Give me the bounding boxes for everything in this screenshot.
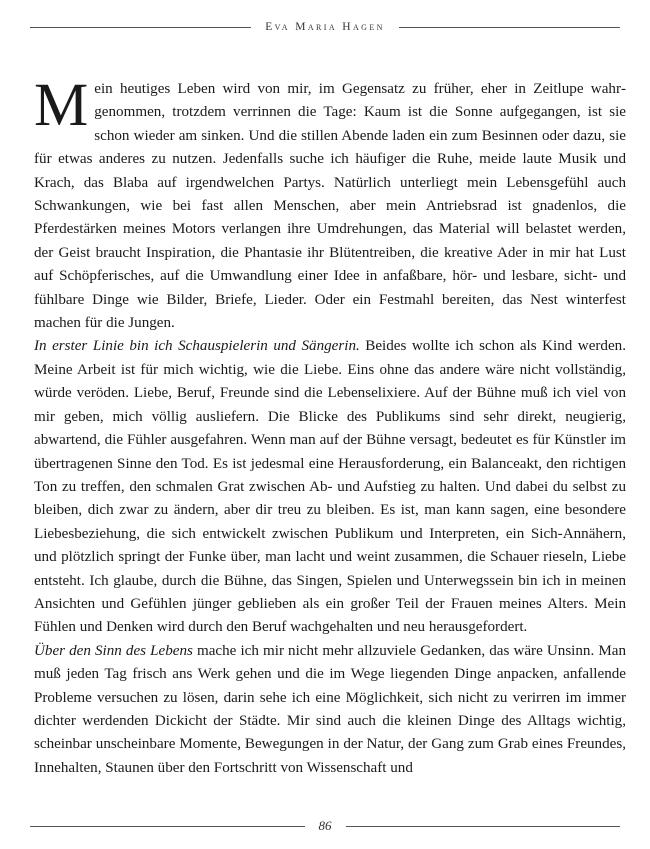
footer-rule-left: [30, 826, 305, 827]
page-number: 86: [318, 818, 332, 833]
paragraph-1-text: ein heutiges Leben wird von mir, im Gegensatz zu früher, eher in Zeitlupe wahrgenommen, trotzdem verrinnen die Tage: Kaum ist die Sonne aufgegangen, ist sie schon wieder am sinken. Und die stillen Abende laden ein zum Besinnen oder dazu, sie für etwas anderes zu nutzen. Jedenfalls suche ich häufiger die Ruhe, meide laute Musik und Krach, das Blaba auf irgendwelchen Partys. Natürlich unterliegt mein Lebensgefühl auch Schwankungen, wie bei fast allen Menschen, aber mein Antriebsrad ist gnadenlos, die Pferdestärken meines Motors verlangen ihre Umdrehungen, das Material will belastet werden, der Geist braucht Inspiration, die Phantasie ihr Blütentreiben, die kreative Ader in mir hat Lust auf Schöpferisches, auf die Umwandlung einer Idee in anfaßbare, hör- und lesbare, sicht- und fühlbare Dinge wie Bilder, Briefe, Lieder. Oder ein Festmahl bereiten, das Nest winterfest machen für die Jungen.: [34, 81, 626, 332]
paragraph-3-lead: Über den Sinn des Lebens: [34, 642, 193, 659]
paragraph-2: [34, 335, 626, 639]
footer-rule-right: [346, 826, 621, 827]
running-header: [30, 17, 620, 37]
header-rule-right: [399, 27, 620, 28]
paragraph-2-text: Beides wollte ich schon als Kind werden. Meine Arbeit ist für mich wichtig, wie die Liebe. Eins ohne das andere wäre nicht vollständig, würde veröden. Liebe, Beruf, Freunde sind die Lebenselixiere. Auf der Bühne muß ich viel von mir geben, mich völlig ausliefern. Die Blicke des Publikums sind sehr direkt, neugierig, abwartend, die Fühler ausgefahren. Wenn man auf der Bühne versagt, bedeutet es für Künstler im übertragenen Sinne den Tod. Es ist jedesmal eine Herausforderung, ein Balanceakt, den richtigen Ton zu treffen, den schmalen Grat zwischen Ab- und Aufstieg zu halten. Und dabei du selbst zu bleiben, dich zwar zu ändern, aber dir treu zu bleiben. Es ist, man kann sagen, eine besondere Liebesbeziehung, die sich entwickelt zwischen Publikum und Interpreten, ein Sich-Annähern, und plötzlich springt der Funke über, man lacht und weint zusammen, die Schauer rieseln, Liebe entsteht. Ich glaube, durch die Bühne, das Singen, Spielen und Unterwegssein bin ich in meinen Ansichten und Gefühlen jünger geblieben als ein großer Teil der Frauen meines Alters. Mein Fühlen und Denken wird durch den Beruf wachgehalten und neu herausgefordert.: [34, 338, 626, 636]
page-footer: [30, 816, 620, 836]
paragraph-3-text: mache ich mir nicht mehr allzuviele Gedanken, das wäre Unsinn. Man muß jeden Tag frisch ans Werk gehen und die im Wege liegenden Dinge anpacken, anfallende Probleme versuchen zu lösen, darin sehe ich eine Möglichkeit, sich nicht zu verirren im immer dichter werdenden Dickicht der Städte. Mir sind auch die kleinen Dinge des Alltags wichtig, scheinbar unscheinbare Momente, Bewegungen in der Natur, der Gang zum Grab eines Freundes, Innehalten, Staunen über den Fortschritt von Wissenschaft und: [34, 642, 627, 776]
drop-cap: M: [34, 72, 89, 139]
author-name: Eva Maria Hagen: [265, 21, 385, 33]
paragraph-1: [34, 72, 626, 335]
paragraph-3: [34, 640, 626, 780]
body-text: [34, 72, 627, 780]
header-rule-left: [30, 27, 251, 28]
paragraph-2-lead: In erster Linie bin ich Schauspielerin und Sängerin.: [34, 338, 360, 355]
